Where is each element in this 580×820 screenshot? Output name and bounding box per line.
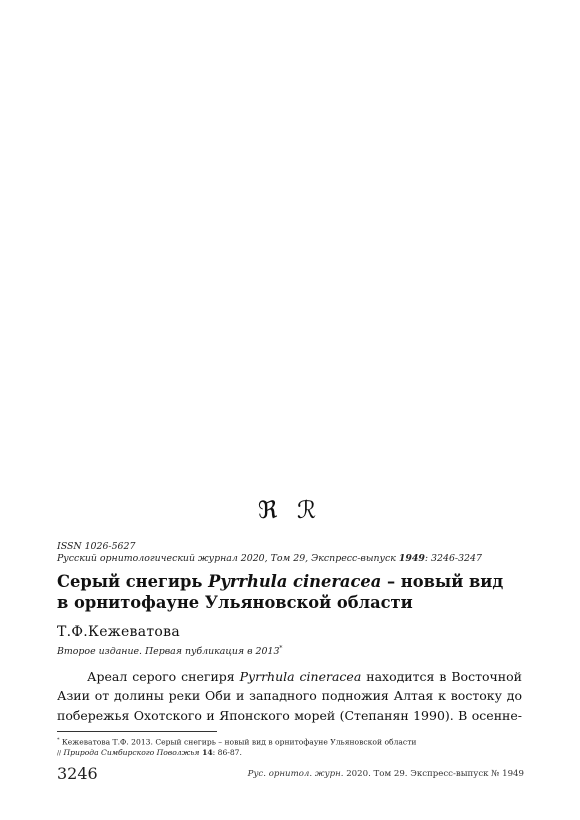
decorative-ornament: ℜ ℛ — [257, 496, 323, 524]
footnote-volume: 14 — [199, 748, 213, 757]
running-head — [248, 769, 524, 779]
edition-footnote-mark: * — [279, 645, 283, 652]
footnote-pages: : 86-87. — [212, 748, 242, 757]
page-number: 3246 — [57, 764, 98, 783]
footnote-line2-mark: // — [57, 750, 62, 757]
title-part2: – новый вид — [381, 572, 504, 591]
journal-citation-suffix: : 3246-3247 — [424, 553, 482, 564]
body-line-1 — [57, 667, 522, 686]
body-line1-pre: Ареал серого снегиря — [87, 669, 240, 684]
body-species: Pyrrhula cineracea — [239, 669, 362, 684]
body-line-2: Азии от долины реки Оби и западного подножия Алтая к востоку до — [57, 688, 522, 704]
journal-issue-number: 1949 — [398, 553, 425, 564]
article-author: Т.Ф.Кежеватова — [57, 624, 180, 640]
article-body — [57, 667, 522, 725]
issn-line: ISSN 1026-5627 — [57, 541, 136, 552]
footnote-line1-text: Кежеватова Т.Ф. 2013. Серый снегирь – новый вид в орнитофауне Ульяновской области — [59, 737, 417, 747]
footnote-line-2 — [57, 748, 242, 757]
running-head-journal: Рус. орнитол. журн. — [247, 769, 344, 779]
footnote-mark: * — [57, 737, 60, 743]
title-species: Pyrrhula cineracea — [208, 572, 382, 591]
edition-note — [57, 645, 282, 657]
journal-citation-line — [57, 552, 527, 565]
title-line2: в орнитофауне Ульяновской области — [57, 593, 413, 612]
edition-text: Второе издание. Первая публикация в 2013 — [57, 646, 280, 658]
footnote-line-1 — [57, 737, 416, 747]
body-line-3: побережья Охотского и Японского морей (Степанян 1990). В осенне- — [57, 707, 522, 723]
article-title — [57, 571, 527, 613]
footnote-source-journal: Природа Симбирского Поволжья — [63, 748, 200, 757]
journal-citation-prefix: Русский орнитологический журнал 2020, Том 29, Экспресс-выпуск — [57, 553, 399, 564]
body-line1-post: находится в Восточной — [361, 669, 522, 684]
footnote-divider — [57, 731, 217, 732]
title-part1: Серый снегирь — [57, 572, 209, 591]
running-head-rest: 2020. Том 29. Экспресс-выпуск № 1949 — [343, 769, 524, 779]
